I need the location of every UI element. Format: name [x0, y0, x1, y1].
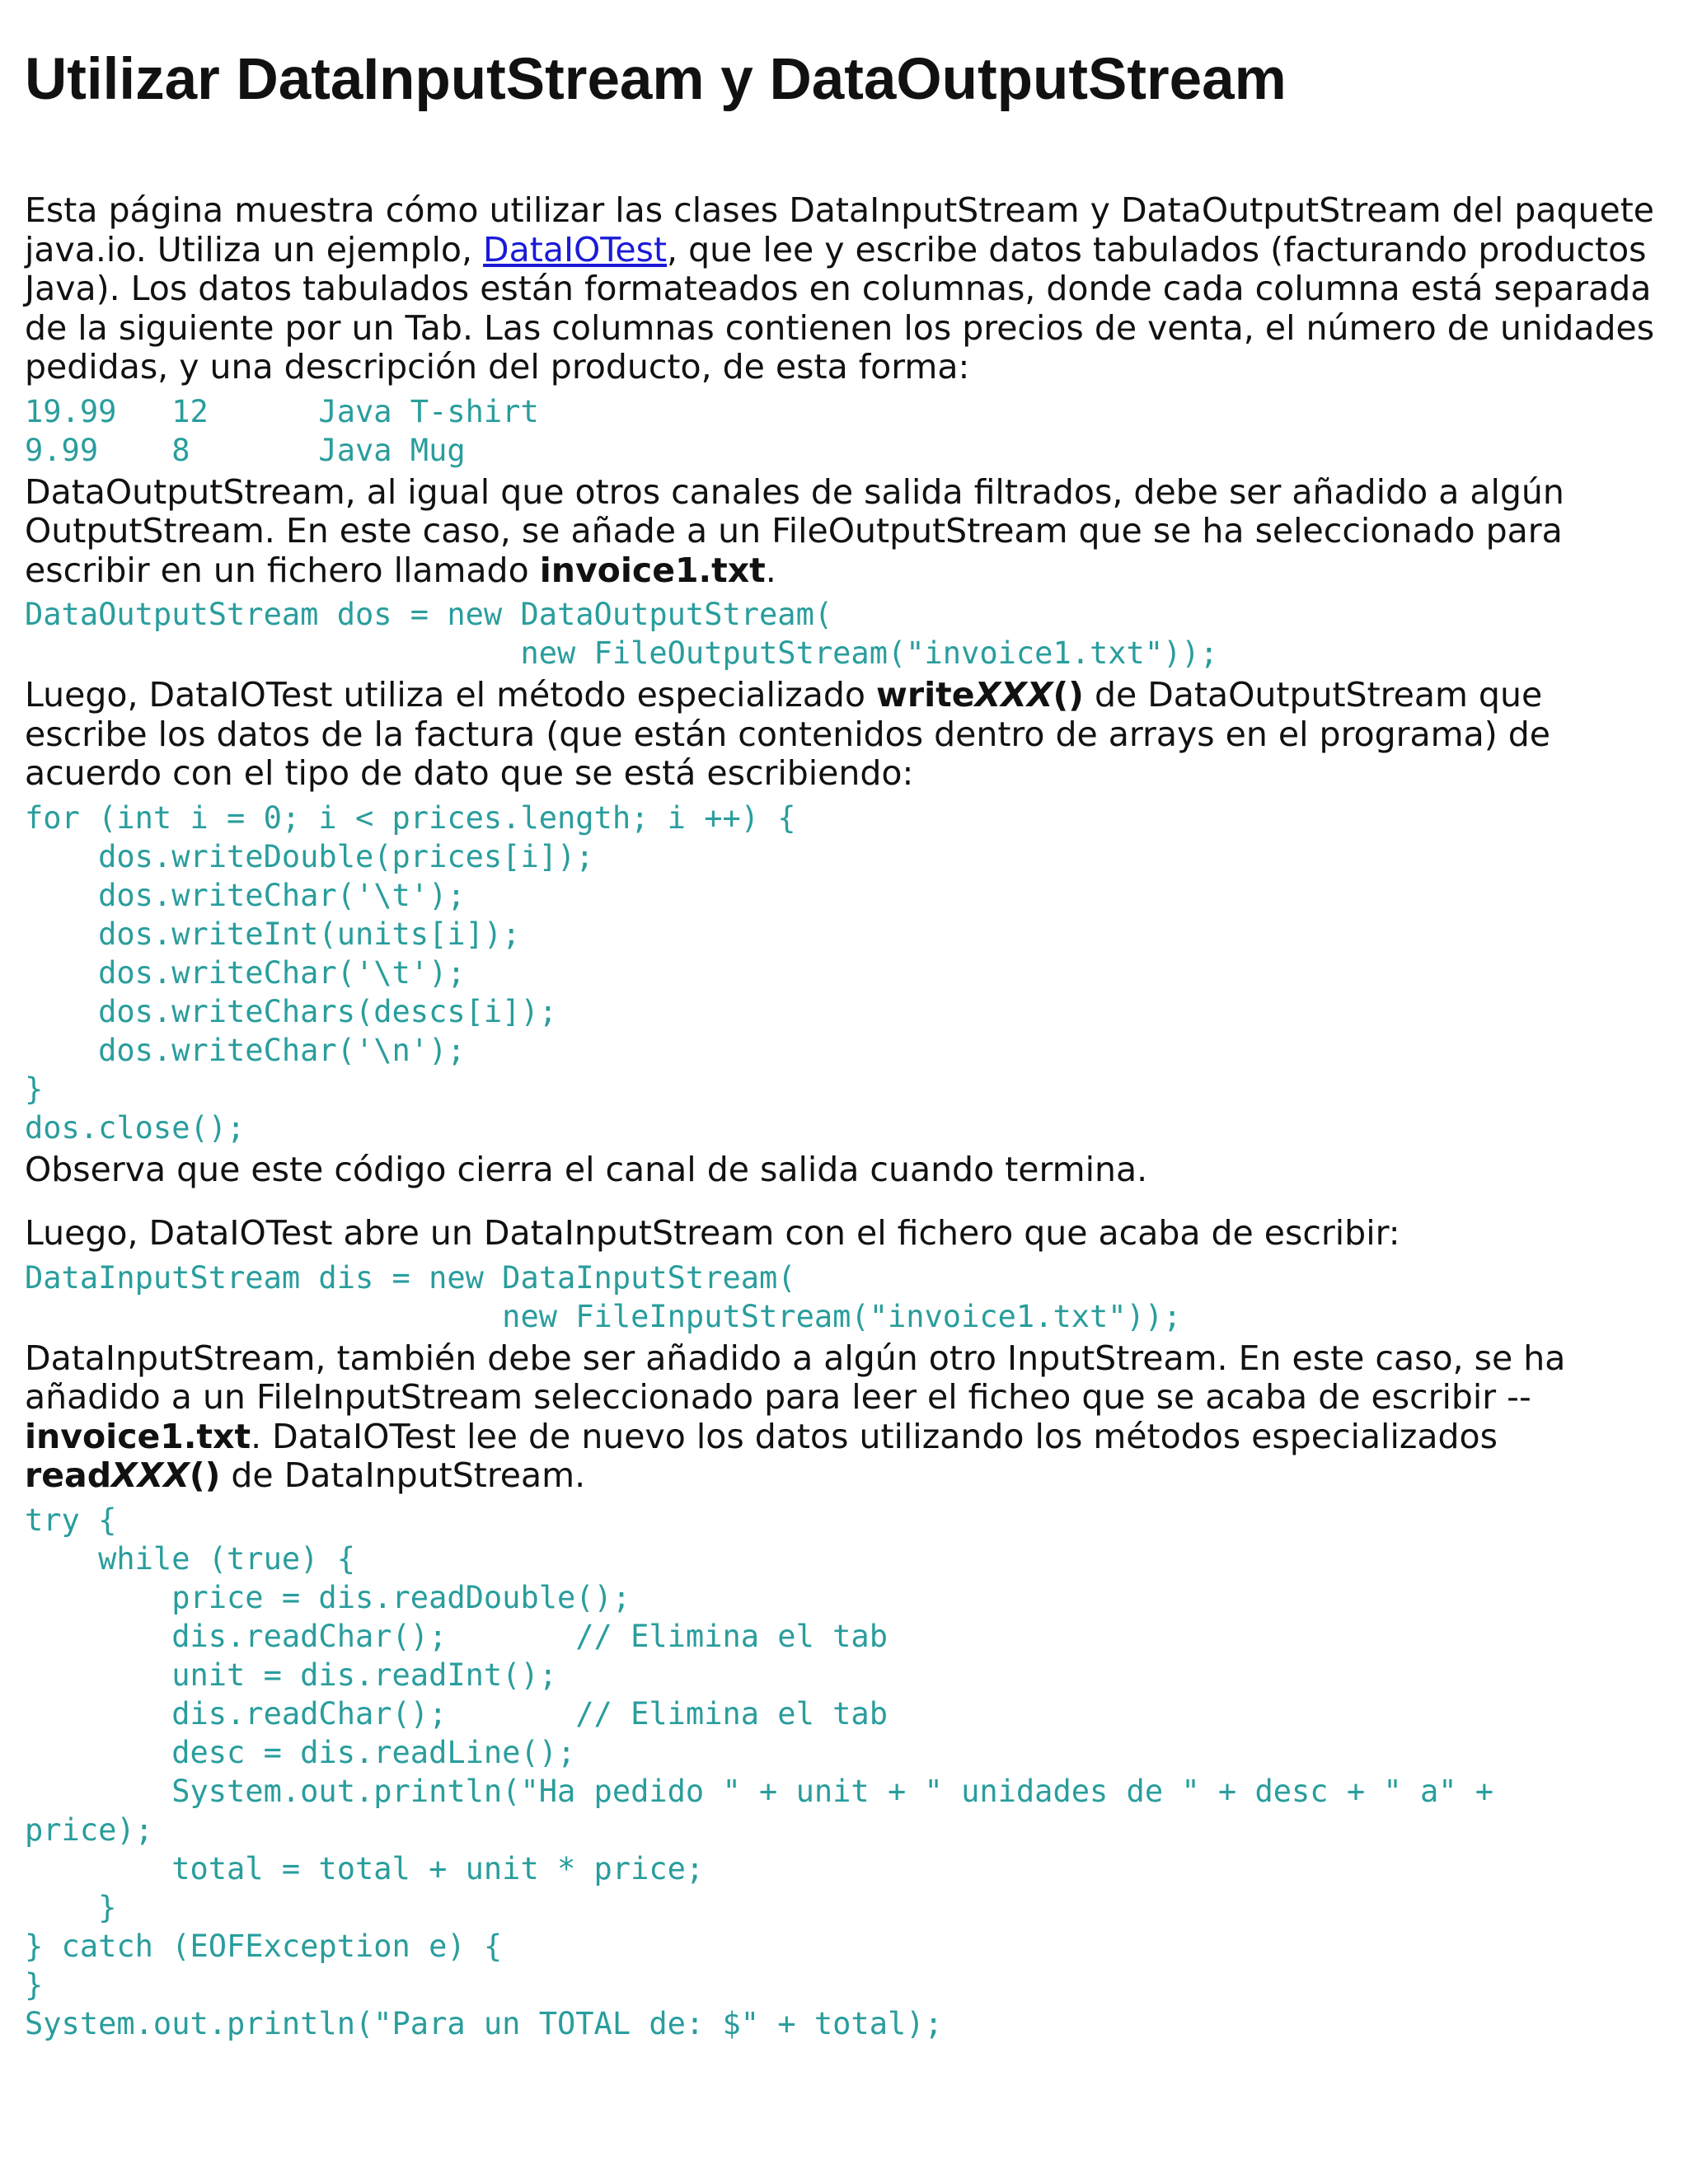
read-xxx: XXX — [111, 1455, 190, 1495]
output-file-name: invoice1.txt — [539, 550, 766, 590]
output-stream-end: . — [765, 550, 776, 590]
intro-text-before-link: Esta página muestra cómo utilizar las clases DataInputStream y DataOutputStream del paquete java.io. Utiliza un ejemplo, — [25, 190, 1654, 269]
write-text-2: de DataOutputStream que escribe los datos de la factura (que están contenidos dentro de arrays en el programa) de acuerdo con el tipo de dato que se está escribiendo: — [25, 675, 1550, 793]
read-text-3: de DataInputStream. — [220, 1455, 586, 1495]
code-read-loop: try { while (true) { price = dis.readDouble(); dis.readChar(); // Elimina el tab unit = dis.readInt(); dis.readChar(); // Elimina el tab desc = dis.readLine(); System.out.println("Ha pedido " + unit + " unidades de " + desc + " a" + price); total = total + unit * price; } } catch (EOFException e) { } System.out.println("Para un TOTAL de: $" + total); — [25, 1502, 1494, 2041]
write-method-name — [876, 675, 1084, 715]
read-text-1: DataInputStream, también debe ser añadido a algún otro InputStream. En este caso, se ha añadido a un FileInputStream seleccionado para leer el ficheo que se acaba de escribir -- — [25, 1338, 1566, 1417]
write-suffix: () — [1053, 675, 1084, 715]
document-page — [25, 0, 1665, 2046]
close-note-paragraph: Observa que este código cierra el canal de salida cuando termina. — [25, 1149, 1148, 1189]
code-sample-table: 19.99 12 Java T-shirt 9.99 8 Java Mug — [25, 393, 539, 468]
write-text-1: Luego, DataIOTest utiliza el método especializado — [25, 675, 877, 715]
output-stream-text: DataOutputStream, al igual que otros canales de salida filtrados, debe ser añadido a algún OutputStream. En este caso, se añade a un FileOutputStream que se ha seleccionado para escribir en un fichero llamado — [25, 471, 1564, 590]
read-suffix: () — [189, 1455, 221, 1495]
dataiotest-link[interactable]: DataIOTest — [483, 229, 668, 269]
write-methods-paragraph — [25, 676, 1665, 794]
open-input-paragraph: Luego, DataIOTest abre un DataInputStream con el fichero que acaba de escribir: — [25, 1213, 1400, 1253]
read-method-name — [25, 1455, 220, 1495]
write-prefix: write — [876, 675, 975, 715]
read-text-2: . DataIOTest lee de nuevo los datos utilizando los métodos especializados — [251, 1416, 1498, 1456]
code-open-output-stream: DataOutputStream dos = new DataOutputStream( new FileOutputStream("invoice1.txt")); — [25, 597, 1218, 671]
code-write-loop: for (int i = 0; i < prices.length; i ++) { dos.writeDouble(prices[i]); dos.writeChar('\t'); dos.writeInt(units[i]); dos.writeChar('\t'); dos.writeChars(descs[i]); dos.writeChar('\n'); } dos.close(); — [25, 799, 796, 1146]
intro-paragraph — [25, 191, 1665, 387]
output-stream-paragraph — [25, 473, 1665, 591]
read-prefix: read — [25, 1455, 112, 1495]
page-title: Utilizar DataInputStream y DataOutputStream — [25, 47, 1287, 112]
code-open-input-stream: DataInputStream dis = new DataInputStream( new FileInputStream("invoice1.txt")); — [25, 1259, 1182, 1334]
write-xxx: XXX — [974, 675, 1053, 715]
intro-text-after-link: , que lee y escribe datos tabulados (facturando productos Java). Los datos tabulados están formateados en columnas, donde cada columna está separada de la siguiente por un Tab. Las columnas contienen los precios de venta, el número de unidades pedidas, y una descripción del producto, de esta forma: — [25, 229, 1655, 387]
read-file-name: invoice1.txt — [25, 1416, 251, 1456]
read-methods-paragraph — [25, 1339, 1665, 1496]
